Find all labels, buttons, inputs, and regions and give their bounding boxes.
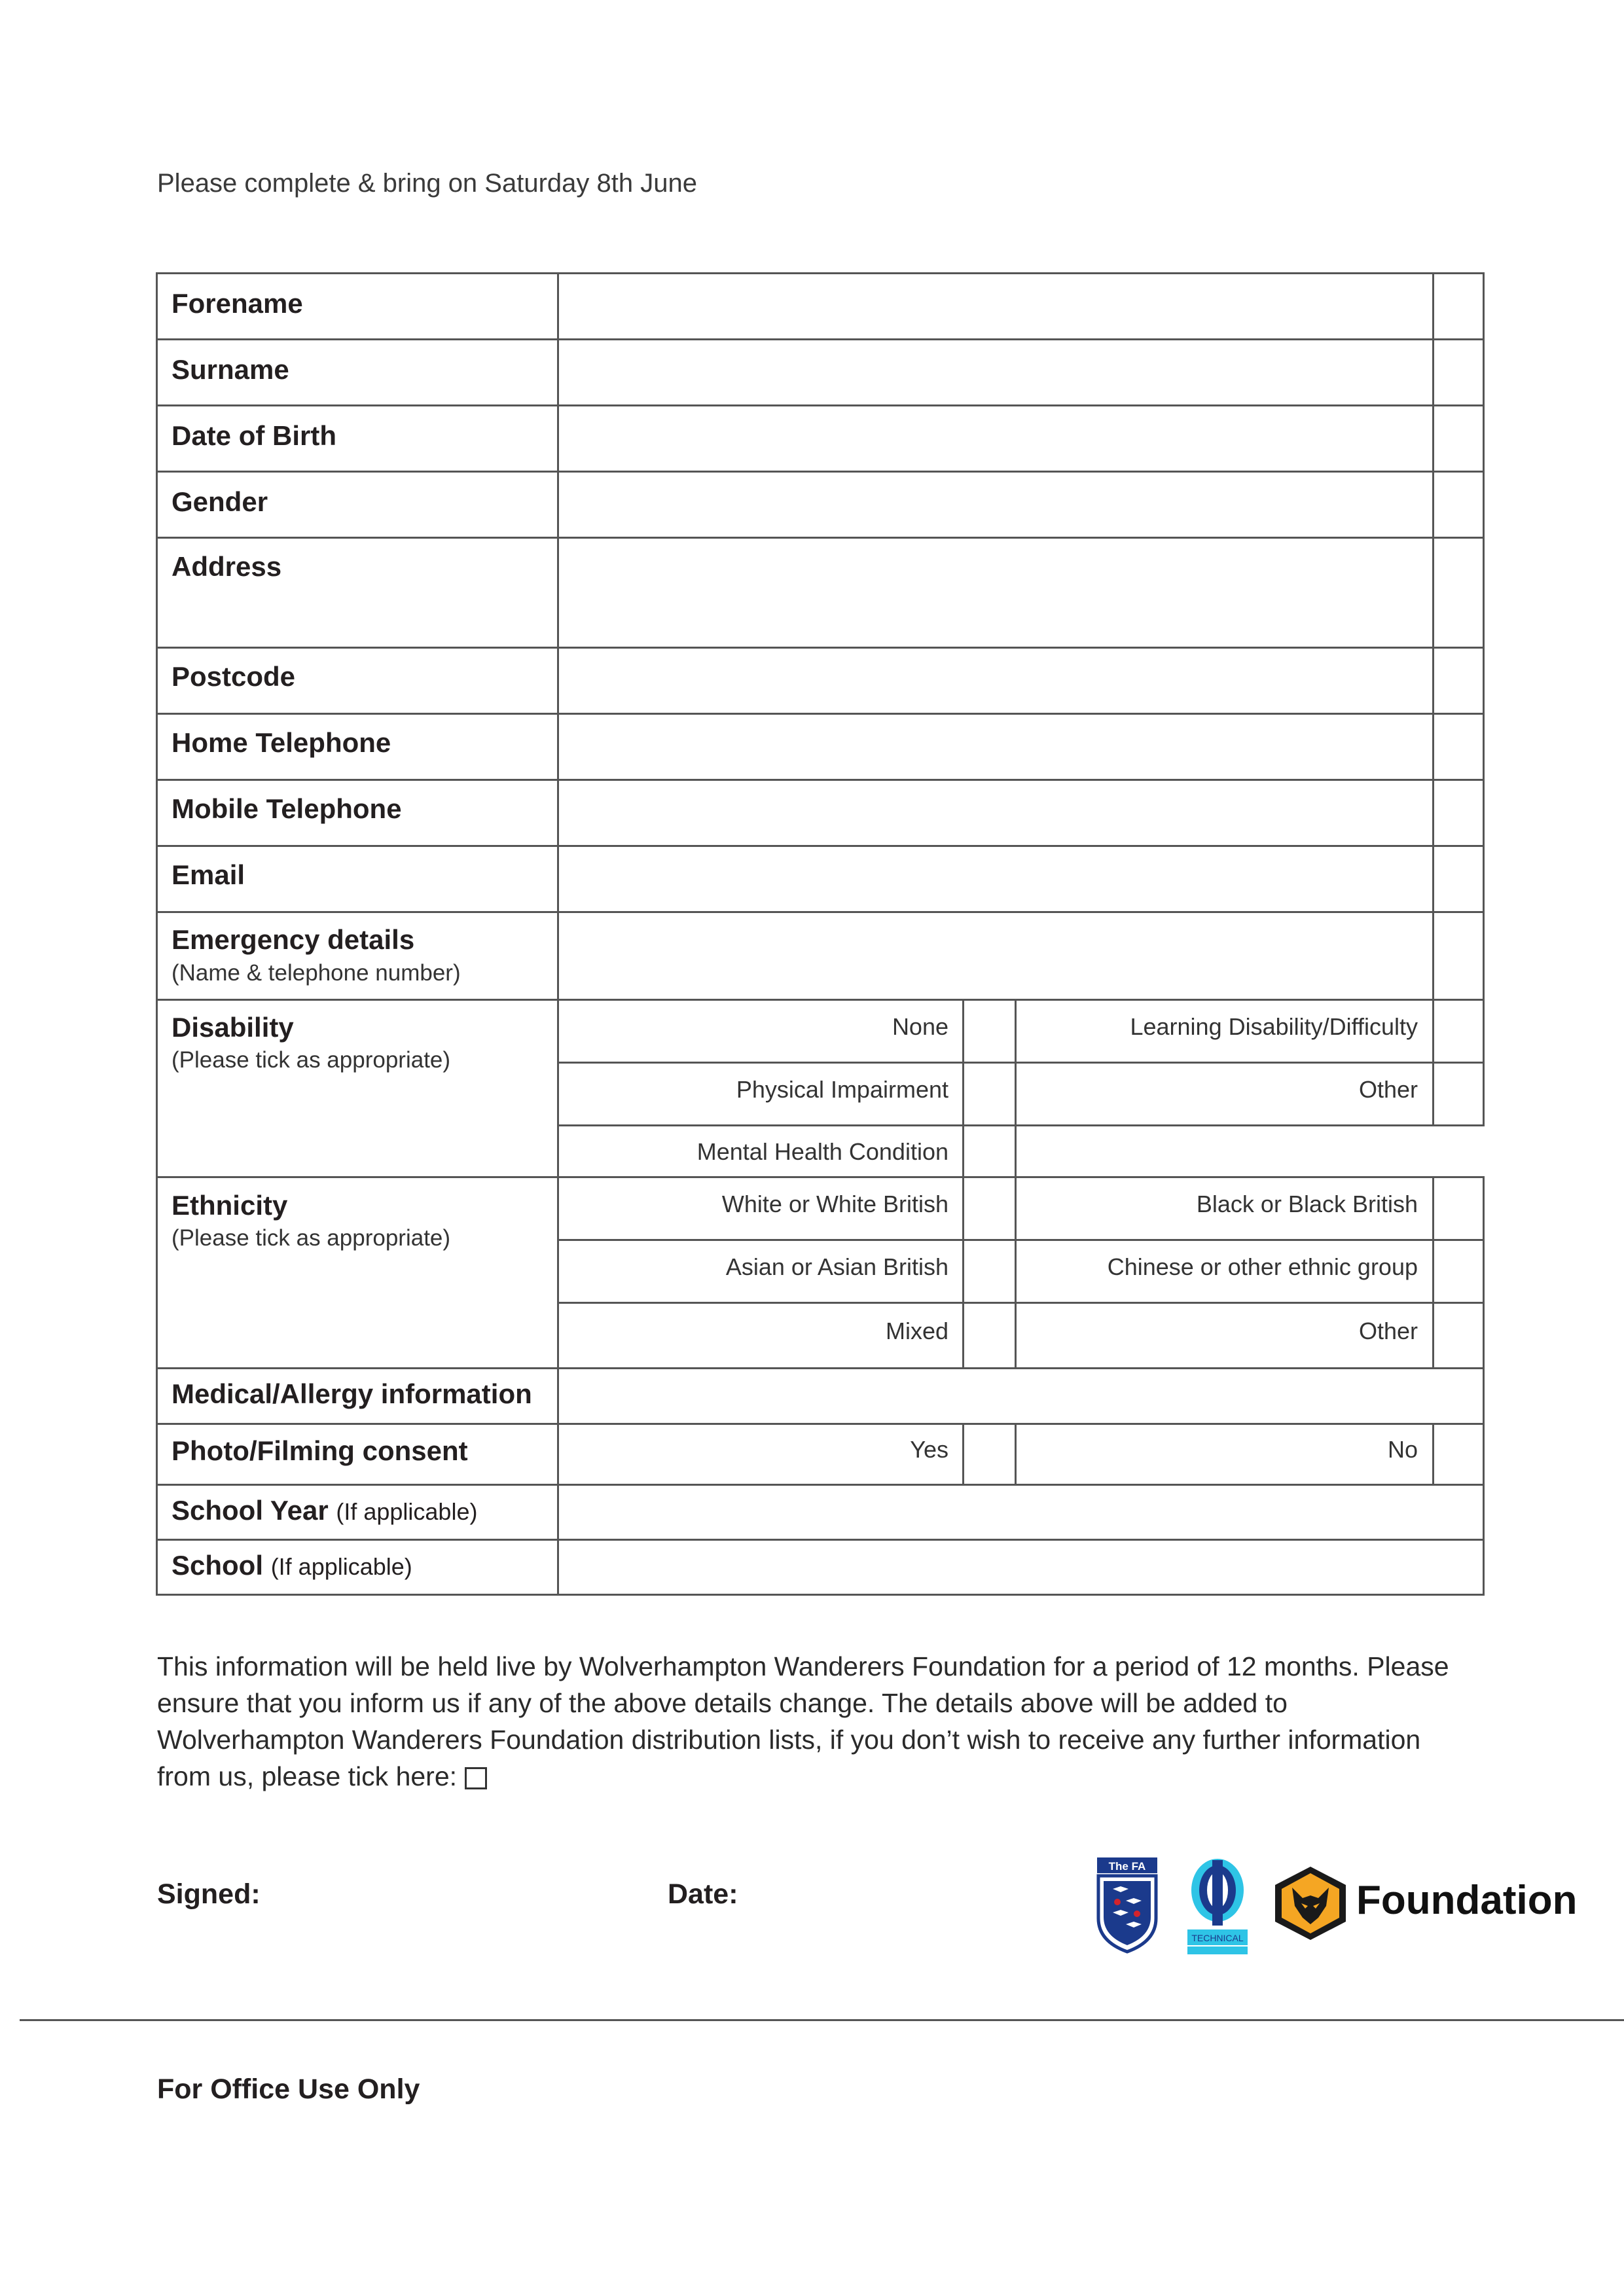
school-year-note: (If applicable) [336,1498,478,1525]
school-input[interactable] [557,1539,1485,1596]
email-label: Email [171,859,245,890]
photo-label: Photo/Filming consent [171,1435,468,1466]
disability-mental-label: Mental Health Condition [696,1138,948,1165]
home-tel-margin-cell [1432,713,1485,781]
forename-margin-cell [1432,272,1485,340]
ethnicity-label: Ethnicity [171,1190,288,1221]
ethnicity-mixed-label: Mixed [885,1318,948,1344]
email-margin-cell [1432,845,1485,913]
fa-logo [1094,1856,1160,1954]
ethnicity-asian-checkbox[interactable] [962,1239,1017,1304]
medical-input[interactable] [557,1367,1485,1425]
school-note: (If applicable) [270,1553,412,1580]
mobile-tel-label: Mobile Telephone [171,793,402,824]
disability-learning-checkbox[interactable] [1432,999,1485,1064]
mobile-tel-margin-cell [1432,779,1485,847]
ethnicity-white-checkbox[interactable] [962,1176,1017,1241]
forename-input[interactable] [557,272,1434,340]
disability-none-checkbox[interactable] [962,999,1017,1064]
photo-no-label: No [1387,1436,1418,1463]
surname-input[interactable] [557,338,1434,406]
emergency-input[interactable] [557,911,1434,1001]
fa-logo-text: The FA [1108,1860,1146,1873]
ethnicity-white-label: White or White British [721,1191,948,1217]
school-label-text: School [171,1550,264,1581]
school-year-label-text: School Year [171,1495,329,1526]
address-label: Address [171,551,282,582]
intro-instruction: Please complete & bring on Saturday 8th June [157,169,697,198]
postcode-input[interactable] [557,647,1434,715]
foundation-wordmark: Foundation [1356,1878,1578,1923]
school-year-label [171,1495,477,1526]
disability-physical-checkbox[interactable] [962,1062,1017,1126]
photo-yes-label: Yes [910,1436,948,1463]
disability-mental-checkbox[interactable] [962,1124,1017,1178]
gender-label: Gender [171,486,268,517]
disability-sublabel: (Please tick as appropriate) [171,1047,451,1073]
disability-none-label: None [892,1013,948,1040]
mobile-tel-input[interactable] [557,779,1434,847]
office-use-heading: For Office Use Only [157,2073,420,2105]
address-margin-cell [1432,537,1485,649]
disability-label: Disability [171,1012,294,1043]
home-tel-label: Home Telephone [171,727,391,758]
disability-other-checkbox[interactable] [1432,1062,1485,1126]
surname-margin-cell [1432,338,1485,406]
dob-margin-cell [1432,404,1485,473]
school-label [171,1550,412,1581]
data-retention-text: This information will be held live by Wolverhampton Wanderers Foundation for a period of 12 months. Please ensure that you inform us if any of the above details change. The details above will be added to Wolverhampton Wanderers Foundation distribution lists, if you don’t wish to receive any further information from us, please tick here: [157,1651,1449,1791]
technical-logo-text: TECHNICAL [1191,1933,1244,1943]
dob-label: Date of Birth [171,420,336,451]
emergency-margin-cell [1432,911,1485,1001]
technical-logo [1182,1854,1253,1958]
ethnicity-sublabel: (Please tick as appropriate) [171,1225,451,1251]
ethnicity-asian-label: Asian or Asian British [725,1253,948,1280]
ethnicity-black-label: Black or Black British [1196,1191,1418,1217]
ethnicity-other-checkbox[interactable] [1432,1302,1485,1369]
opt-out-checkbox[interactable] [465,1767,487,1789]
postcode-margin-cell [1432,647,1485,715]
photo-yes-checkbox[interactable] [962,1423,1017,1486]
emergency-sublabel: (Name & telephone number) [171,960,461,986]
ethnicity-black-checkbox[interactable] [1432,1176,1485,1241]
gender-input[interactable] [557,471,1434,539]
address-input[interactable] [557,537,1434,649]
ethnicity-chinese-label: Chinese or other ethnic group [1107,1253,1418,1280]
photo-no-cell [1015,1423,1434,1486]
signed-label: Signed: [157,1878,261,1910]
disability-other-label: Other [1358,1076,1418,1103]
office-divider [20,2019,1624,2021]
email-input[interactable] [557,845,1434,913]
data-retention-notice [157,1648,1479,1795]
forename-label: Forename [171,288,303,319]
medical-label: Medical/Allergy information [171,1378,532,1409]
school-year-input[interactable] [557,1484,1485,1541]
ethnicity-chinese-checkbox[interactable] [1432,1239,1485,1304]
emergency-label: Emergency details [171,924,415,955]
photo-no-checkbox[interactable] [1432,1423,1485,1486]
ethnicity-mixed-checkbox[interactable] [962,1302,1017,1369]
date-label: Date: [668,1878,738,1910]
wolves-logo [1272,1865,1348,1941]
postcode-label: Postcode [171,661,296,692]
photo-yes-cell [557,1423,964,1486]
surname-label: Surname [171,354,289,385]
disability-blank-cell [1015,1124,1434,1178]
dob-input[interactable] [557,404,1434,473]
disability-physical-label: Physical Impairment [736,1076,948,1103]
gender-margin-cell [1432,471,1485,539]
home-tel-input[interactable] [557,713,1434,781]
ethnicity-other-label: Other [1358,1318,1418,1344]
disability-learning-label: Learning Disability/Difficulty [1130,1013,1418,1040]
